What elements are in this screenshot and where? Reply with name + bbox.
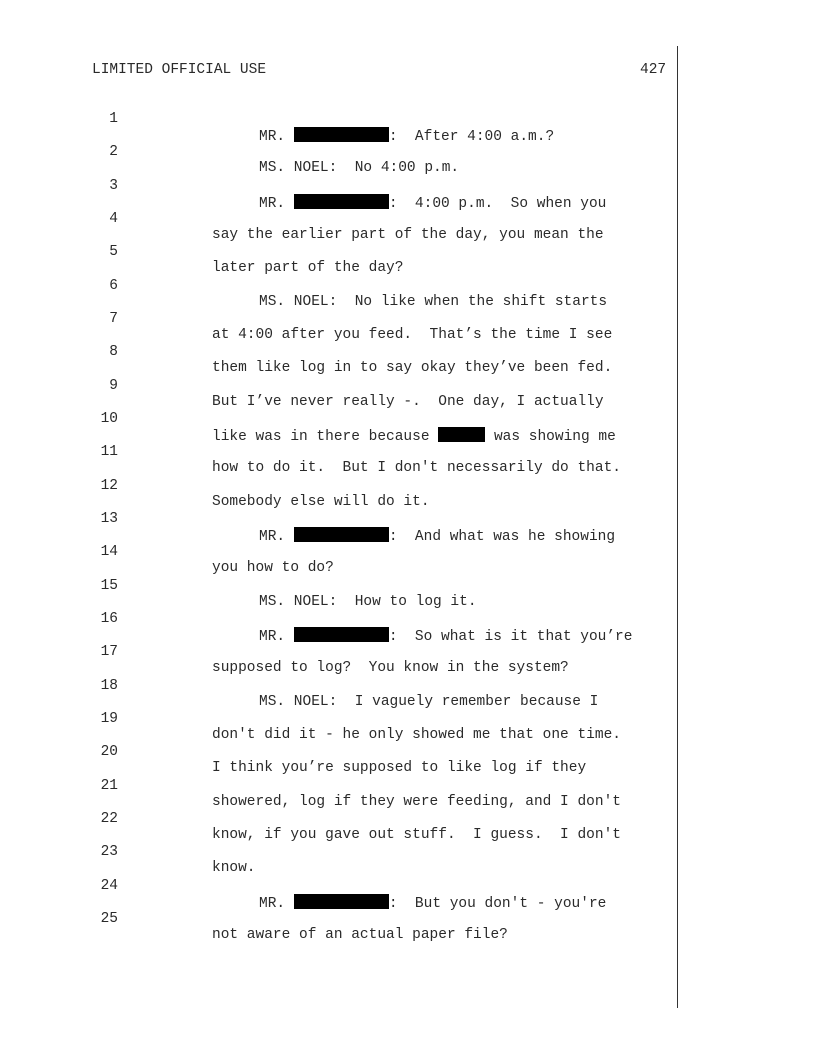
line-text: MS. NOEL: How to log it. [259, 594, 477, 610]
transcript-line [0, 528, 816, 576]
line-text: you how to do? [212, 560, 334, 576]
line-number: 18 [100, 678, 118, 694]
line-text: at 4:00 after you feed. That’s the time I see [212, 327, 613, 343]
line-number: 5 [109, 244, 118, 260]
line-text: say the earlier part of the day, you mean the [212, 227, 604, 243]
line-number: 7 [109, 311, 118, 327]
line-text-segment: : After 4:00 a.m.? [388, 129, 555, 145]
line-text-segment: MR. [259, 896, 294, 912]
line-text: MS. NOEL: I vaguely remember because I [259, 694, 599, 710]
line-number: 22 [100, 811, 118, 827]
line-number: 13 [100, 511, 118, 527]
line-text: Somebody else will do it. [212, 494, 430, 510]
transcript-line [0, 295, 816, 343]
line-number: 4 [109, 211, 118, 227]
classification-header: LIMITED OFFICIAL USE [92, 62, 267, 78]
line-text-segment: MR. [259, 196, 294, 212]
line-text: But I’ve never really -. One day, I actually [212, 394, 604, 410]
line-text: I think you’re supposed to like log if they [212, 760, 587, 776]
line-number: 8 [109, 344, 118, 360]
transcript-line [0, 495, 816, 545]
transcript-line [0, 95, 816, 145]
transcript-line [0, 395, 816, 445]
line-text: MS. NOEL: No 4:00 p.m. [259, 160, 460, 176]
line-text: supposed to log? You know in the system? [212, 660, 569, 676]
transcript-line [0, 728, 816, 776]
line-number: 24 [100, 878, 118, 894]
line-text-segment: : So what is it that you’re [388, 629, 633, 645]
line-text: not aware of an actual paper file? [212, 927, 508, 943]
transcript-line [0, 362, 816, 410]
transcript-line [0, 795, 816, 843]
line-number: 20 [100, 744, 118, 760]
line-number: 9 [109, 378, 118, 394]
transcript-line [0, 695, 816, 743]
transcript-line [0, 462, 816, 510]
line-text-segment: : But you don't - you're [388, 896, 607, 912]
line-text: them like log in to say okay they’ve been fed. [212, 360, 613, 376]
line-number: 23 [100, 844, 118, 860]
line-number: 17 [100, 644, 118, 660]
line-text-segment: : And what was he showing [388, 529, 616, 545]
transcript-line [0, 595, 816, 645]
transcript-line [0, 328, 816, 376]
line-text: showered, log if they were feeding, and I don't [212, 794, 621, 810]
transcript-line [0, 662, 816, 710]
line-number: 15 [100, 578, 118, 594]
line-number: 25 [100, 911, 118, 927]
line-text-segment: MR. [259, 629, 294, 645]
transcript-line [0, 862, 816, 912]
line-number: 16 [100, 611, 118, 627]
line-number: 10 [100, 411, 118, 427]
line-text-segment: like was in there because [212, 429, 439, 445]
line-number: 12 [100, 478, 118, 494]
line-number: 11 [100, 444, 118, 460]
transcript-line [0, 895, 816, 943]
line-number: 3 [109, 178, 118, 194]
transcript-line [0, 562, 816, 610]
line-number: 14 [100, 544, 118, 560]
line-number: 2 [109, 144, 118, 160]
transcript-line [0, 762, 816, 810]
line-text: know. [212, 860, 256, 876]
page-number: 427 [640, 62, 667, 78]
line-text: know, if you gave out stuff. I guess. I don't [212, 827, 621, 843]
line-text: how to do it. But I don't necessarily do that. [212, 460, 621, 476]
line-text: MS. NOEL: No like when the shift starts [259, 294, 608, 310]
transcript-line [0, 262, 816, 310]
line-number: 21 [100, 778, 118, 794]
line-text: later part of the day? [212, 260, 404, 276]
line-text-segment: : 4:00 p.m. So when you [388, 196, 607, 212]
transcript-line [0, 162, 816, 212]
transcript-line [0, 195, 816, 243]
transcript-line [0, 628, 816, 676]
line-text-segment: MR. [259, 529, 294, 545]
line-number: 6 [109, 278, 118, 294]
transcript-line [0, 128, 816, 176]
line-text-segment: was showing me [485, 429, 616, 445]
line-number: 19 [100, 711, 118, 727]
transcript-line [0, 428, 816, 476]
transcript-line [0, 828, 816, 876]
line-text: don't did it - he only showed me that one time. [212, 727, 621, 743]
line-text-segment: MR. [259, 129, 294, 145]
transcript-line [0, 228, 816, 276]
line-number: 1 [109, 111, 118, 127]
